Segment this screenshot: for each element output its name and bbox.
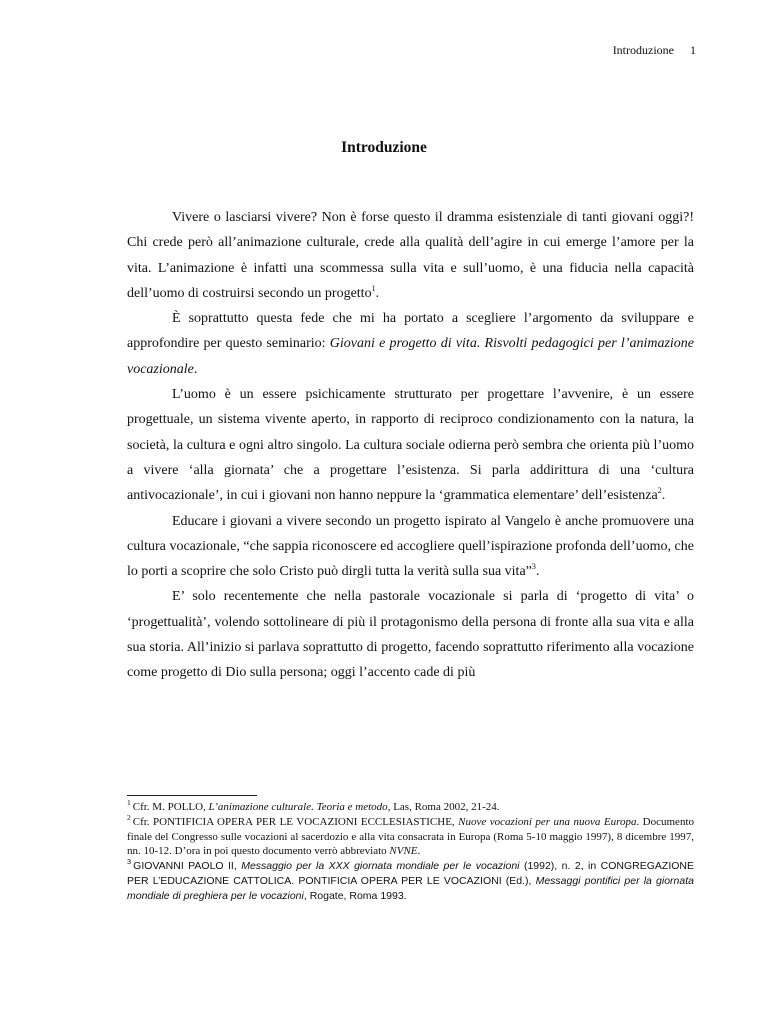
footnote-number: 2 bbox=[127, 812, 131, 822]
paragraph-text: E’ solo recentemente che nella pastorale vocazionale si parla di ‘progetto di vita’ o ‘progettualità’, volendo sottolineare di più il protagonismo della persona di fronte alla sua vita e alla sua storia. All’inizio si parlava soprattutto di progetto, facendo soprattutto riferimento alla vocazione come progetto di Dio sulla persona; oggi l’accento cade di più bbox=[127, 589, 694, 681]
page-title: Introduzione bbox=[341, 139, 427, 156]
paragraph-text: Vivere o lasciarsi vivere? Non è forse questo il dramma esistenziale di tanti giovani oggi?! Chi crede però all’animazione culturale, crede alla qualità dell’agire in cui emerge l’amore per la vita. L’animazione è infatti una scommessa sulla vita e sull’uomo, è una fiducia nella capacità dell’uomo di costruirsi secondo un progetto bbox=[127, 210, 694, 301]
footnote-text: , Rogate, Roma 1993. bbox=[303, 889, 407, 902]
header-page-number: 1 bbox=[690, 43, 696, 57]
paragraph-4 bbox=[127, 509, 694, 585]
footnote-ref-2[interactable]: 2 bbox=[657, 486, 662, 496]
paragraph-3 bbox=[127, 382, 694, 508]
paragraph-end: . bbox=[375, 285, 380, 301]
footnote-text: Cfr. M. POLLO, bbox=[132, 801, 209, 813]
footnote-text: GIOVANNI PAOLO II, bbox=[133, 860, 242, 873]
footnote-text: . Documento finale del Congresso sulle vocazioni al sacerdozio e alla vita consacrata in Europa (Roma 5-10 maggio 1997), 8 dicembre 1997, nn. 10-12. D’ora in poi questo documento verrò abbreviato bbox=[127, 815, 694, 858]
paragraph-2 bbox=[127, 306, 694, 382]
running-header bbox=[613, 43, 696, 58]
footnote-ref-1[interactable]: 1 bbox=[371, 283, 376, 293]
paragraph-1 bbox=[127, 205, 694, 306]
paragraph-end: . bbox=[193, 361, 198, 377]
footnote-text: (1992), n. 2, in CONGREGAZIONE PER L’EDUCAZIONE CATTOLICA. PONTIFICIA OPERA PER LE VOCAZIONI (Ed.), bbox=[127, 860, 694, 887]
paragraph-text: È soprattutto questa fede che mi ha portato a scegliere l’argomento da sviluppare e approfondire per questo seminario: bbox=[127, 311, 694, 352]
footnote-2 bbox=[127, 812, 694, 859]
body-text bbox=[127, 205, 694, 686]
footnote-text: Cfr. PONTIFICIA OPERA PER LE VOCAZIONI ECCLESIASTICHE, bbox=[132, 815, 459, 828]
seminar-title: Giovani e progetto di vita. Risvolti pedagogici per l’animazione vocazionale bbox=[127, 336, 694, 377]
paragraph-end: . bbox=[661, 488, 666, 504]
footnote-3 bbox=[127, 859, 694, 903]
footnote-italic: Messaggi pontifici per la giornata mondiale di preghiera per le vocazioni bbox=[127, 874, 694, 902]
footnotes bbox=[127, 800, 694, 904]
footnote-italic: L’animazione culturale. Teoria e metodo bbox=[208, 801, 388, 813]
paragraph-text: Educare i giovani a vivere secondo un progetto ispirato al Vangelo è anche promuovere una cultura vocazionale, “che sappia riconoscere ed accogliere quell’ispirazione profonda dell’uomo, che lo porti a scoprire che solo Cristo può dirgli tutta la verità sulla sua vita” bbox=[127, 513, 694, 580]
header-section-title: Introduzione bbox=[612, 43, 674, 57]
paragraph-5 bbox=[127, 584, 694, 685]
footnote-italic: NVNE bbox=[389, 845, 418, 858]
footnote-ref-3[interactable]: 3 bbox=[531, 562, 536, 572]
footnote-number: 1 bbox=[127, 798, 131, 807]
paragraph-text: L’uomo è un essere psichicamente strutturato per progettare l’avvenire, è un essere progettuale, un sistema vivente aperto, in rapporto di reciproco condizionamento con la natura, la società, la cultura e ogni altro singolo. La cultura sociale odierna però sembra che orienta più l’uomo a vivere ‘alla giornata’ che a progettare l’esistenza. Si parla addirittura di una ‘cultura antivocazionale’, in cui i giovani non hanno neppure la ‘grammatica elementare’ dell’esistenza bbox=[127, 387, 694, 504]
footnote-text: , Las, Roma 2002, 21-24. bbox=[387, 801, 500, 813]
footnote-italic: Messaggio per la XXX giornata mondiale per le vocazioni bbox=[241, 860, 520, 873]
footnote-1 bbox=[127, 800, 694, 815]
paragraph-end: . bbox=[535, 564, 540, 580]
footnote-separator bbox=[127, 795, 257, 796]
footnote-number: 3 bbox=[127, 857, 132, 867]
footnote-text: . bbox=[417, 845, 421, 858]
footnote-italic: Nuove vocazioni per una nuova Europa bbox=[458, 815, 637, 828]
